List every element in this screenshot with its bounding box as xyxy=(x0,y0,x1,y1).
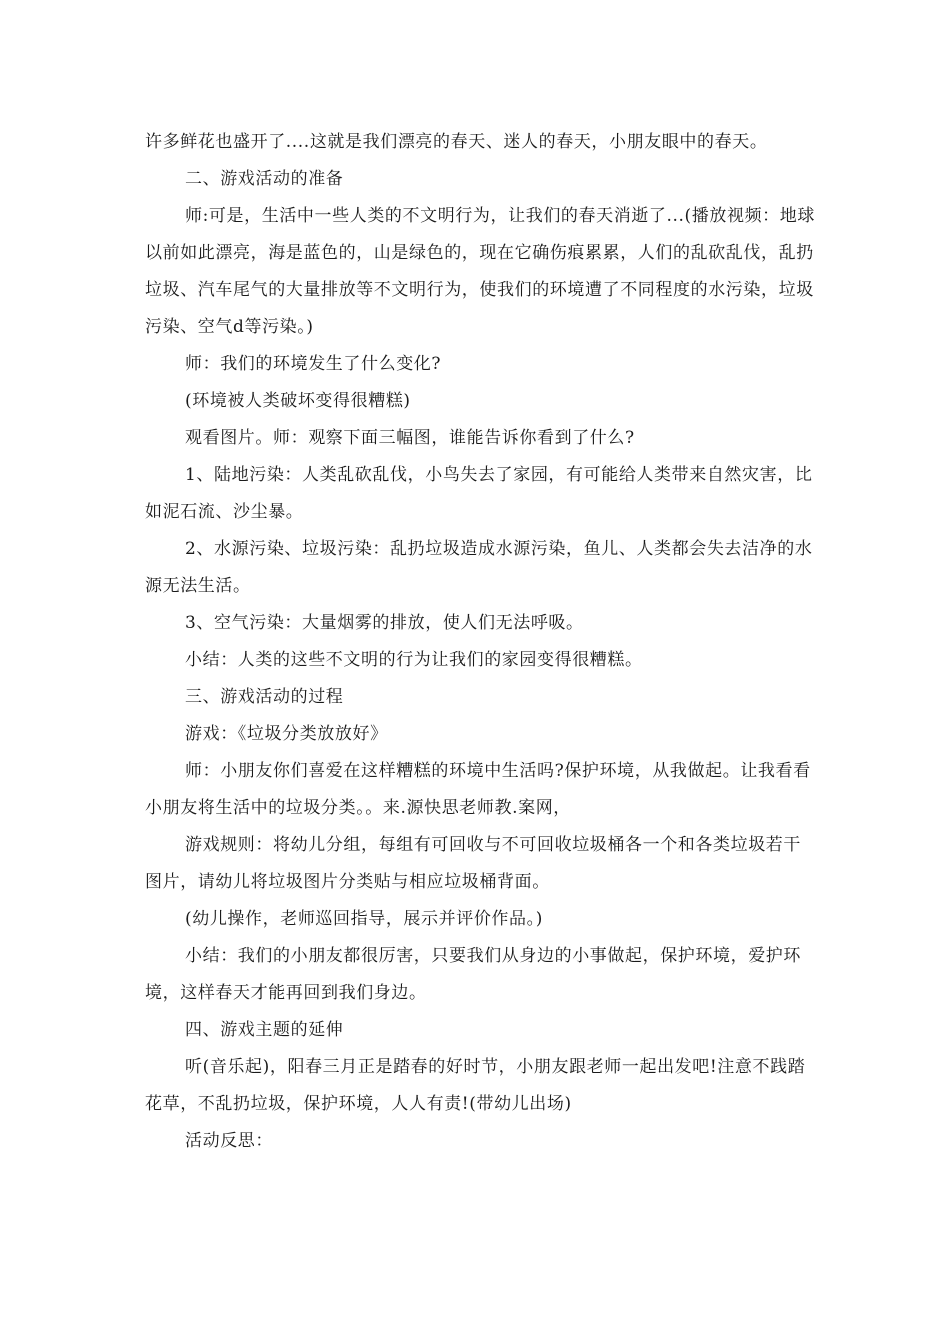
section-heading-process: 三、游戏活动的过程 xyxy=(185,687,344,707)
section-heading-extension: 四、游戏主题的延伸 xyxy=(185,1020,344,1040)
paragraph-summary-2: 小结：我们的小朋友都很厉害，只要我们从身边的小事做起，保护环境，爱护环境，这样春天才能再回到我们身边。 xyxy=(145,946,801,1003)
paragraph-teacher-intro: 师：小朋友你们喜爱在这样糟糕的环境中生活吗?保护环境，从我做起。让我看看小朋友将生活中的垃圾分类。。来.源快思老师教.案网， xyxy=(145,761,811,818)
paragraph-game-title: 游戏：《垃圾分类放放好》 xyxy=(185,724,388,744)
paragraph-view-pictures: 观看图片。师：观察下面三幅图，谁能告诉你看到了什么? xyxy=(185,428,635,448)
paragraph-summary-1: 小结：人类的这些不文明的行为让我们的家园变得很糟糕。 xyxy=(185,650,643,670)
paragraph-continuation: 许多鲜花也盛开了....这就是我们漂亮的春天、迷人的春天，小朋友眼中的春天。 xyxy=(145,132,768,152)
paragraph-reflection: 活动反思： xyxy=(185,1131,273,1151)
paragraph-game-rules: 游戏规则：将幼儿分组，每组有可回收与不可回收垃圾桶各一个和各类垃圾若干图片，请幼儿将垃圾图片分类贴与相应垃圾桶背面。 xyxy=(145,835,801,892)
paragraph-music: 听(音乐起)，阳春三月正是踏春的好时节，小朋友跟老师一起出发吧!注意不践踏花草，不乱扔垃圾，保护环境，人人有责!(带幼儿出场) xyxy=(145,1057,806,1114)
list-item-water-pollution: 2、水源污染、垃圾污染：乱扔垃圾造成水源污染，鱼儿、人类都会失去洁净的水源无法生活。 xyxy=(145,539,813,596)
paragraph-teacher-question: 师：我们的环境发生了什么变化? xyxy=(185,354,442,374)
paragraph-child-operation: (幼儿操作，老师巡回指导，展示并评价作品。) xyxy=(185,909,543,929)
list-item-land-pollution: 1、陆地污染：人类乱砍乱伐，小鸟失去了家园，有可能给人类带来自然灾害，比如泥石流、沙尘暴。 xyxy=(145,465,813,522)
paragraph-answer: (环境被人类破坏变得很糟糕) xyxy=(185,391,411,411)
list-item-air-pollution: 3、空气污染：大量烟雾的排放，使人们无法呼吸。 xyxy=(185,613,584,633)
paragraph-teacher-video: 师:可是，生活中一些人类的不文明行为，让我们的春天消逝了...(播放视频：地球以前如此漂亮，海是蓝色的，山是绿色的，现在它确伤痕累累，人们的乱砍乱伐，乱扔垃圾、汽车尾气的大量排放等不文明行为，使我们的环境遭了不同程度的水污染，垃圾污染、空气d等污染。) xyxy=(145,206,815,337)
document-body xyxy=(145,124,815,1160)
section-heading-preparation: 二、游戏活动的准备 xyxy=(185,169,344,189)
